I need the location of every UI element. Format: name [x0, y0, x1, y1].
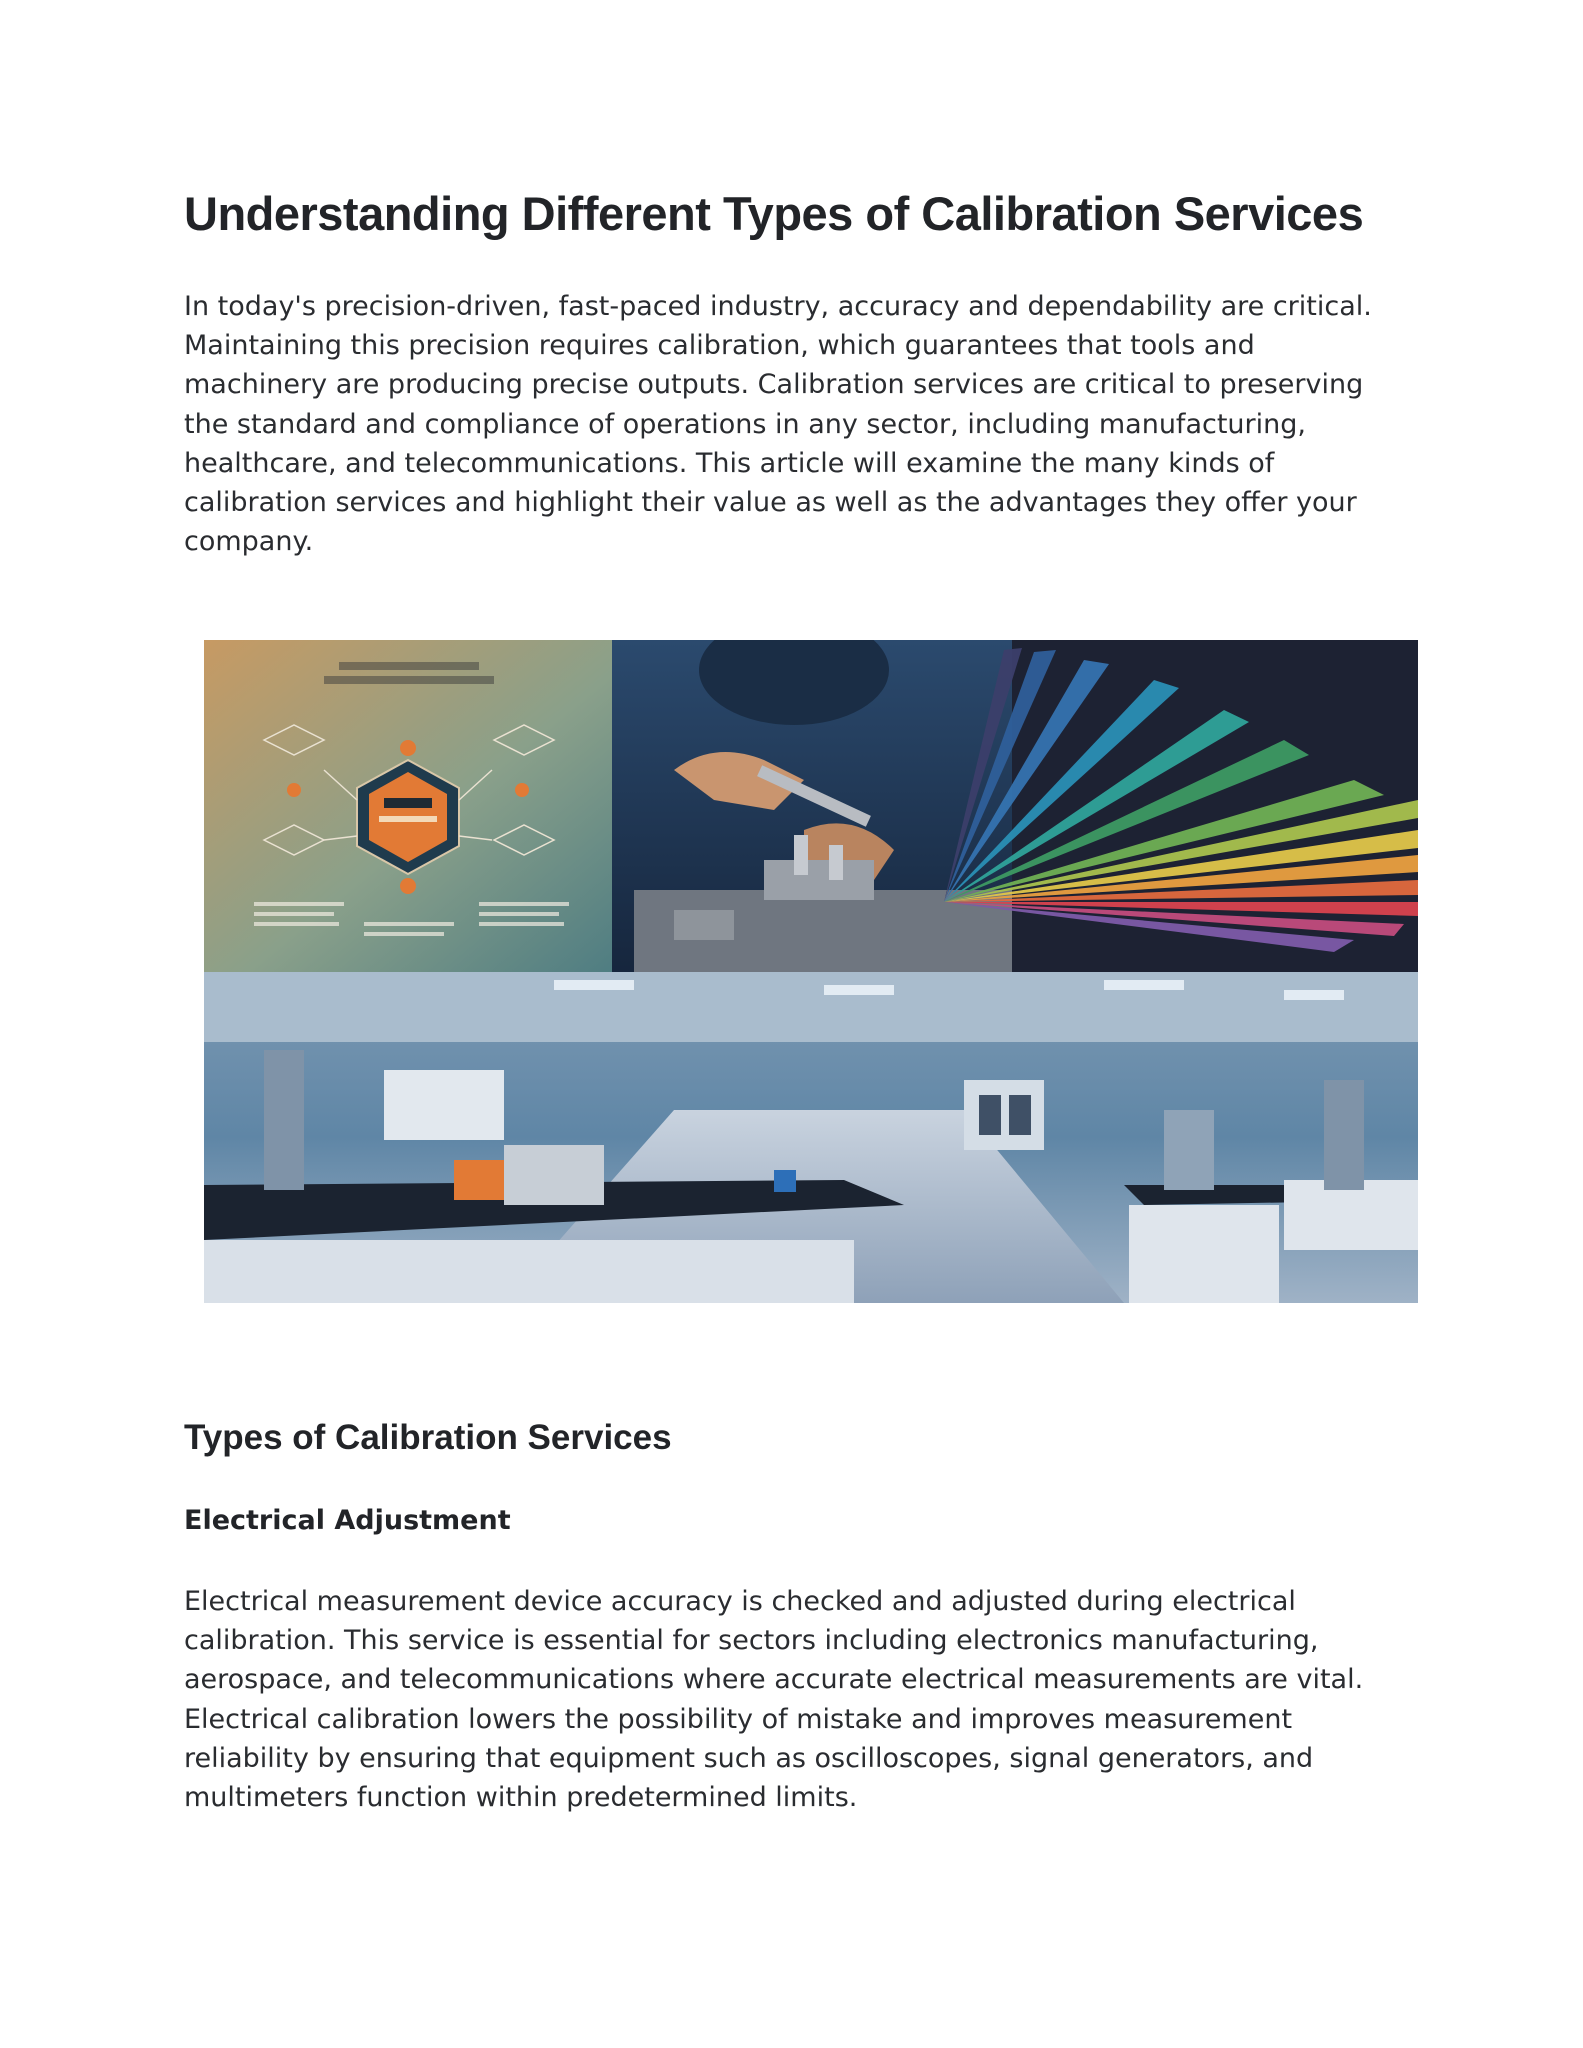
intro-paragraph: In today's precision-driven, fast-paced industry, accuracy and dependability are critical. Maintaining this precision requires calibration, which guarantees that tools and machinery are producing precise outputs. Calibration services are critical to preserving the standard and compliance of operations in any sector, including manufacturing, healthcare, and telecommunications. This article will examine the many kinds of calibration services and highlight their value as well as the advantages they offer your company.	[184, 291, 1372, 558]
page-title: Understanding Different Types of Calibration Services	[184, 187, 1364, 240]
subsection-heading: Electrical Adjustment	[184, 1505, 511, 1536]
hero-image-collage	[204, 640, 1418, 1303]
subsection-paragraph: Electrical measurement device accuracy is checked and adjusted during electrical calibration. This service is essential for sectors including electronics manufacturing, aerospace, and telecommunications where accurate electrical measurements are vital. Electrical calibration lowers the possibility of mistake and improves measurement reliability by ensuring that equipment such as oscilloscopes, signal generators, and multimeters function within predetermined limits.	[184, 1586, 1364, 1814]
technician-panel	[612, 640, 1014, 972]
infographic-panel	[204, 640, 612, 972]
section-heading: Types of Calibration Services	[184, 1418, 672, 1457]
laboratory-panel	[204, 972, 1418, 1303]
spectrum-fan-panel	[944, 640, 1418, 972]
